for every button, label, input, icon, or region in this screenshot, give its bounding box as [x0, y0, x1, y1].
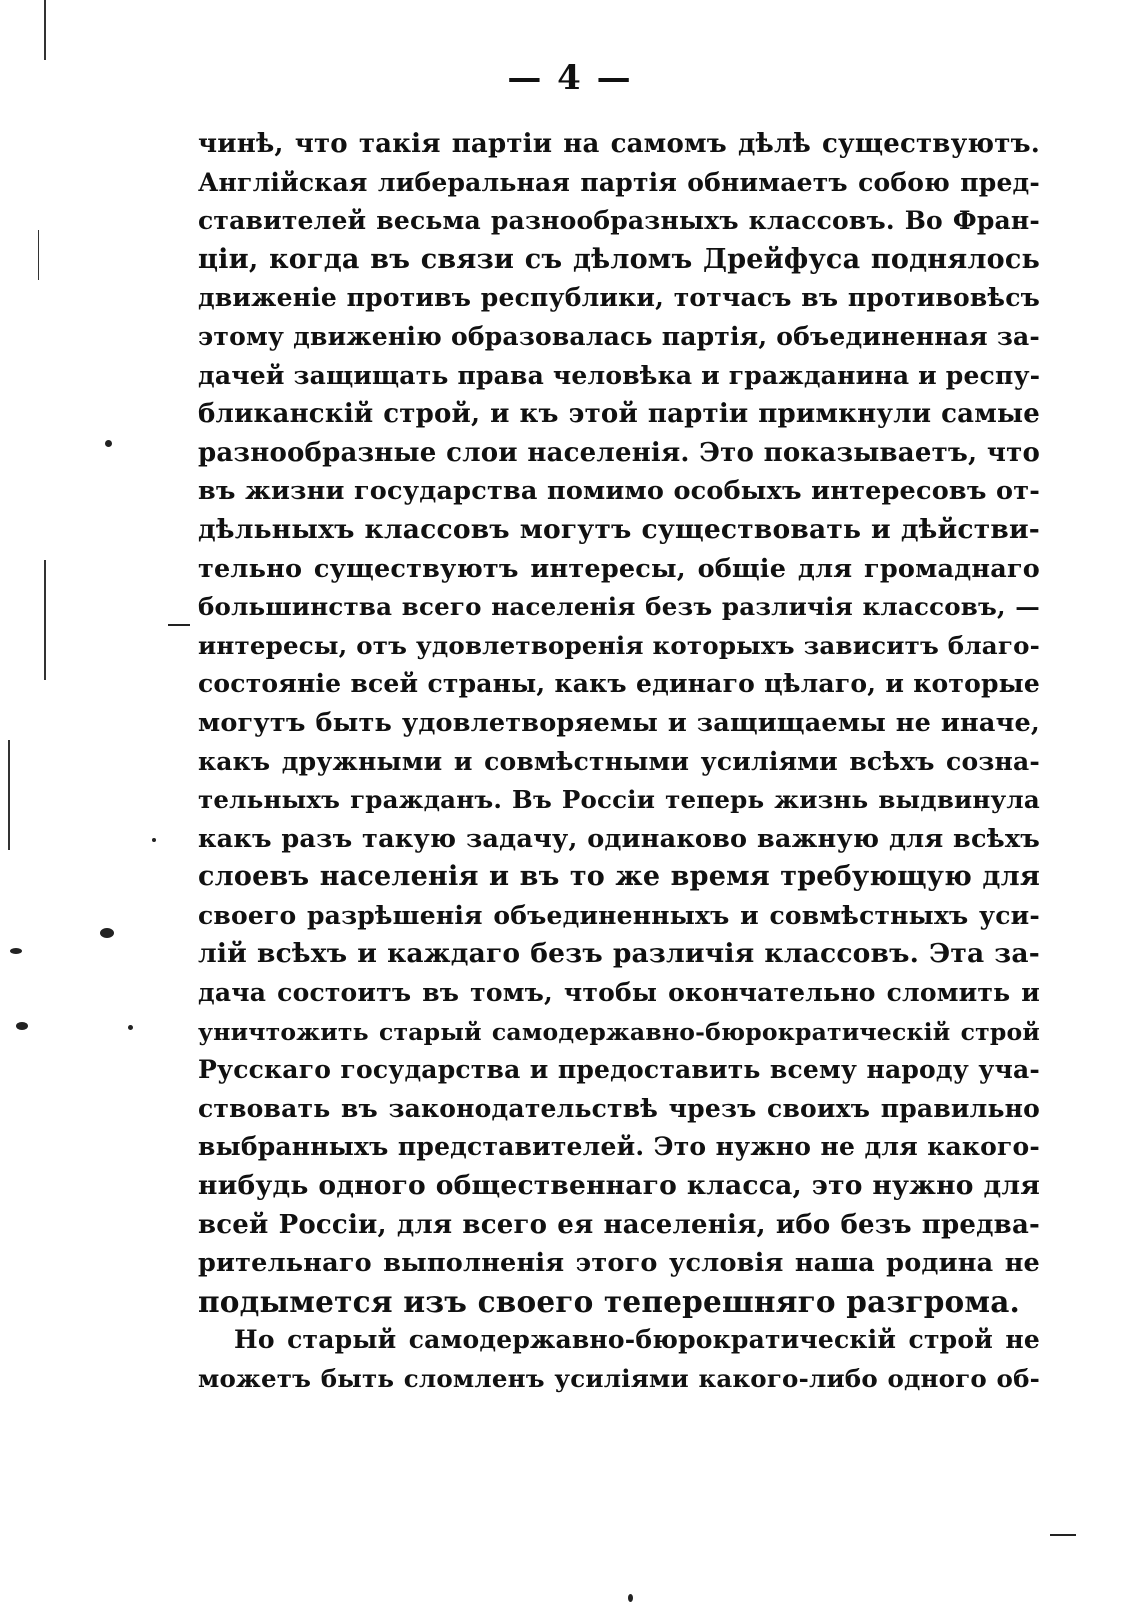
text-line: какъ разъ такую задачу, одинаково важную для всѣхъ — [198, 823, 1040, 854]
paragraph-1 — [198, 125, 1040, 1321]
text-line: дачей защищать права человѣка и гражданина и респу- — [198, 360, 1041, 390]
scan-speck — [100, 928, 114, 938]
paragraph-2 — [198, 1321, 1040, 1398]
text-line: можетъ быть сломленъ усиліями какого-либо одного об- — [198, 1364, 1040, 1393]
text-line: уничтожить старый самодержавно-бюрократическій строй — [198, 1017, 1040, 1046]
scan-speck — [628, 1594, 633, 1602]
scan-speck — [105, 440, 112, 447]
scan-edge-line — [38, 230, 39, 280]
scan-edge-line — [44, 560, 46, 680]
text-line: бликанскій строй, и къ этой партіи примкнули самые — [198, 399, 1040, 430]
text-line: ціи, когда въ связи съ дѣломъ Дрейфуса поднялось — [198, 243, 1040, 275]
text-line: рительнаго выполненія этого условія наша родина не — [198, 1248, 1040, 1279]
text-line: большинства всего населенія безъ различія классовъ, — — [198, 592, 1040, 622]
scan-speck — [16, 1022, 28, 1030]
text-line: тельно существуютъ интересы, общіе для громаднаго — [198, 553, 1040, 584]
text-line: разнообразные слои населенія. Это показываетъ, что — [198, 437, 1040, 468]
text-line: выбранныхъ представителей. Это нужно не для какого- — [198, 1132, 1040, 1162]
text-line: ствовать въ законодательствѣ чрезъ своихъ правильно — [198, 1093, 1040, 1123]
scan-edge-line — [8, 740, 10, 850]
text-line: могутъ быть удовлетворяемы и защищаемы не иначе, — [198, 707, 1040, 738]
page-number: — 4 — — [507, 58, 633, 98]
scan-edge-line — [44, 0, 46, 60]
text-line: этому движенію образовалась партія, объединенная за- — [198, 321, 1040, 351]
text-line: ставителей весьма разнообразныхъ классовъ. Во Фран- — [198, 206, 1040, 236]
scan-speck — [128, 1025, 133, 1030]
text-line: дача состоитъ въ томъ, чтобы окончательно сломить и — [198, 978, 1040, 1008]
text-line: своего разрѣшенія объединенныхъ и совмѣстныхъ уси- — [198, 900, 1040, 930]
text-line: всей Россіи, для всего ея населенія, ибо безъ предва- — [198, 1209, 1040, 1240]
text-line: какъ дружными и совмѣстными усиліями всѣхъ созна- — [198, 746, 1040, 776]
text-line: въ жизни государства помимо особыхъ интересовъ от- — [198, 476, 1040, 507]
text-line: тельныхъ гражданъ. Въ Россіи теперь жизнь выдвинула — [198, 785, 1040, 815]
text-line: интересы, отъ удовлетворенія которыхъ зависитъ благо- — [198, 630, 1040, 660]
scan-speck — [152, 838, 156, 842]
text-line: Русскаго государства и предоставить всему народу уча- — [198, 1055, 1040, 1085]
text-line: лій всѣхъ и каждаго безъ различія классовъ. Эта за- — [198, 938, 1040, 970]
text-line: движеніе противъ республики, тотчасъ въ противовѣсъ — [198, 283, 1040, 313]
text-line: состояніе всей страны, какъ единаго цѣлаго, и которые — [198, 669, 1040, 699]
text-line: слоевъ населенія и въ то же время требующую для — [198, 861, 1040, 893]
text-line: нибудь одного общественнаго класса, это нужно для — [198, 1170, 1040, 1202]
scan-speck — [1050, 1534, 1076, 1536]
body-text — [198, 125, 1040, 1399]
text-line: чинѣ, что такія партіи на самомъ дѣлѣ существуютъ. — [198, 129, 1040, 159]
text-line: Англійская либеральная партія обнимаетъ собою пред- — [198, 167, 1040, 197]
scan-speck — [10, 948, 22, 954]
scan-speck — [168, 624, 190, 626]
text-line: Но старый самодержавно-бюрократическій строй не — [234, 1325, 1040, 1355]
text-line: дѣльныхъ классовъ могутъ существовать и дѣйстви- — [198, 513, 1040, 545]
text-line: подымется изъ своего теперешняго разгрома. — [198, 1283, 1021, 1319]
